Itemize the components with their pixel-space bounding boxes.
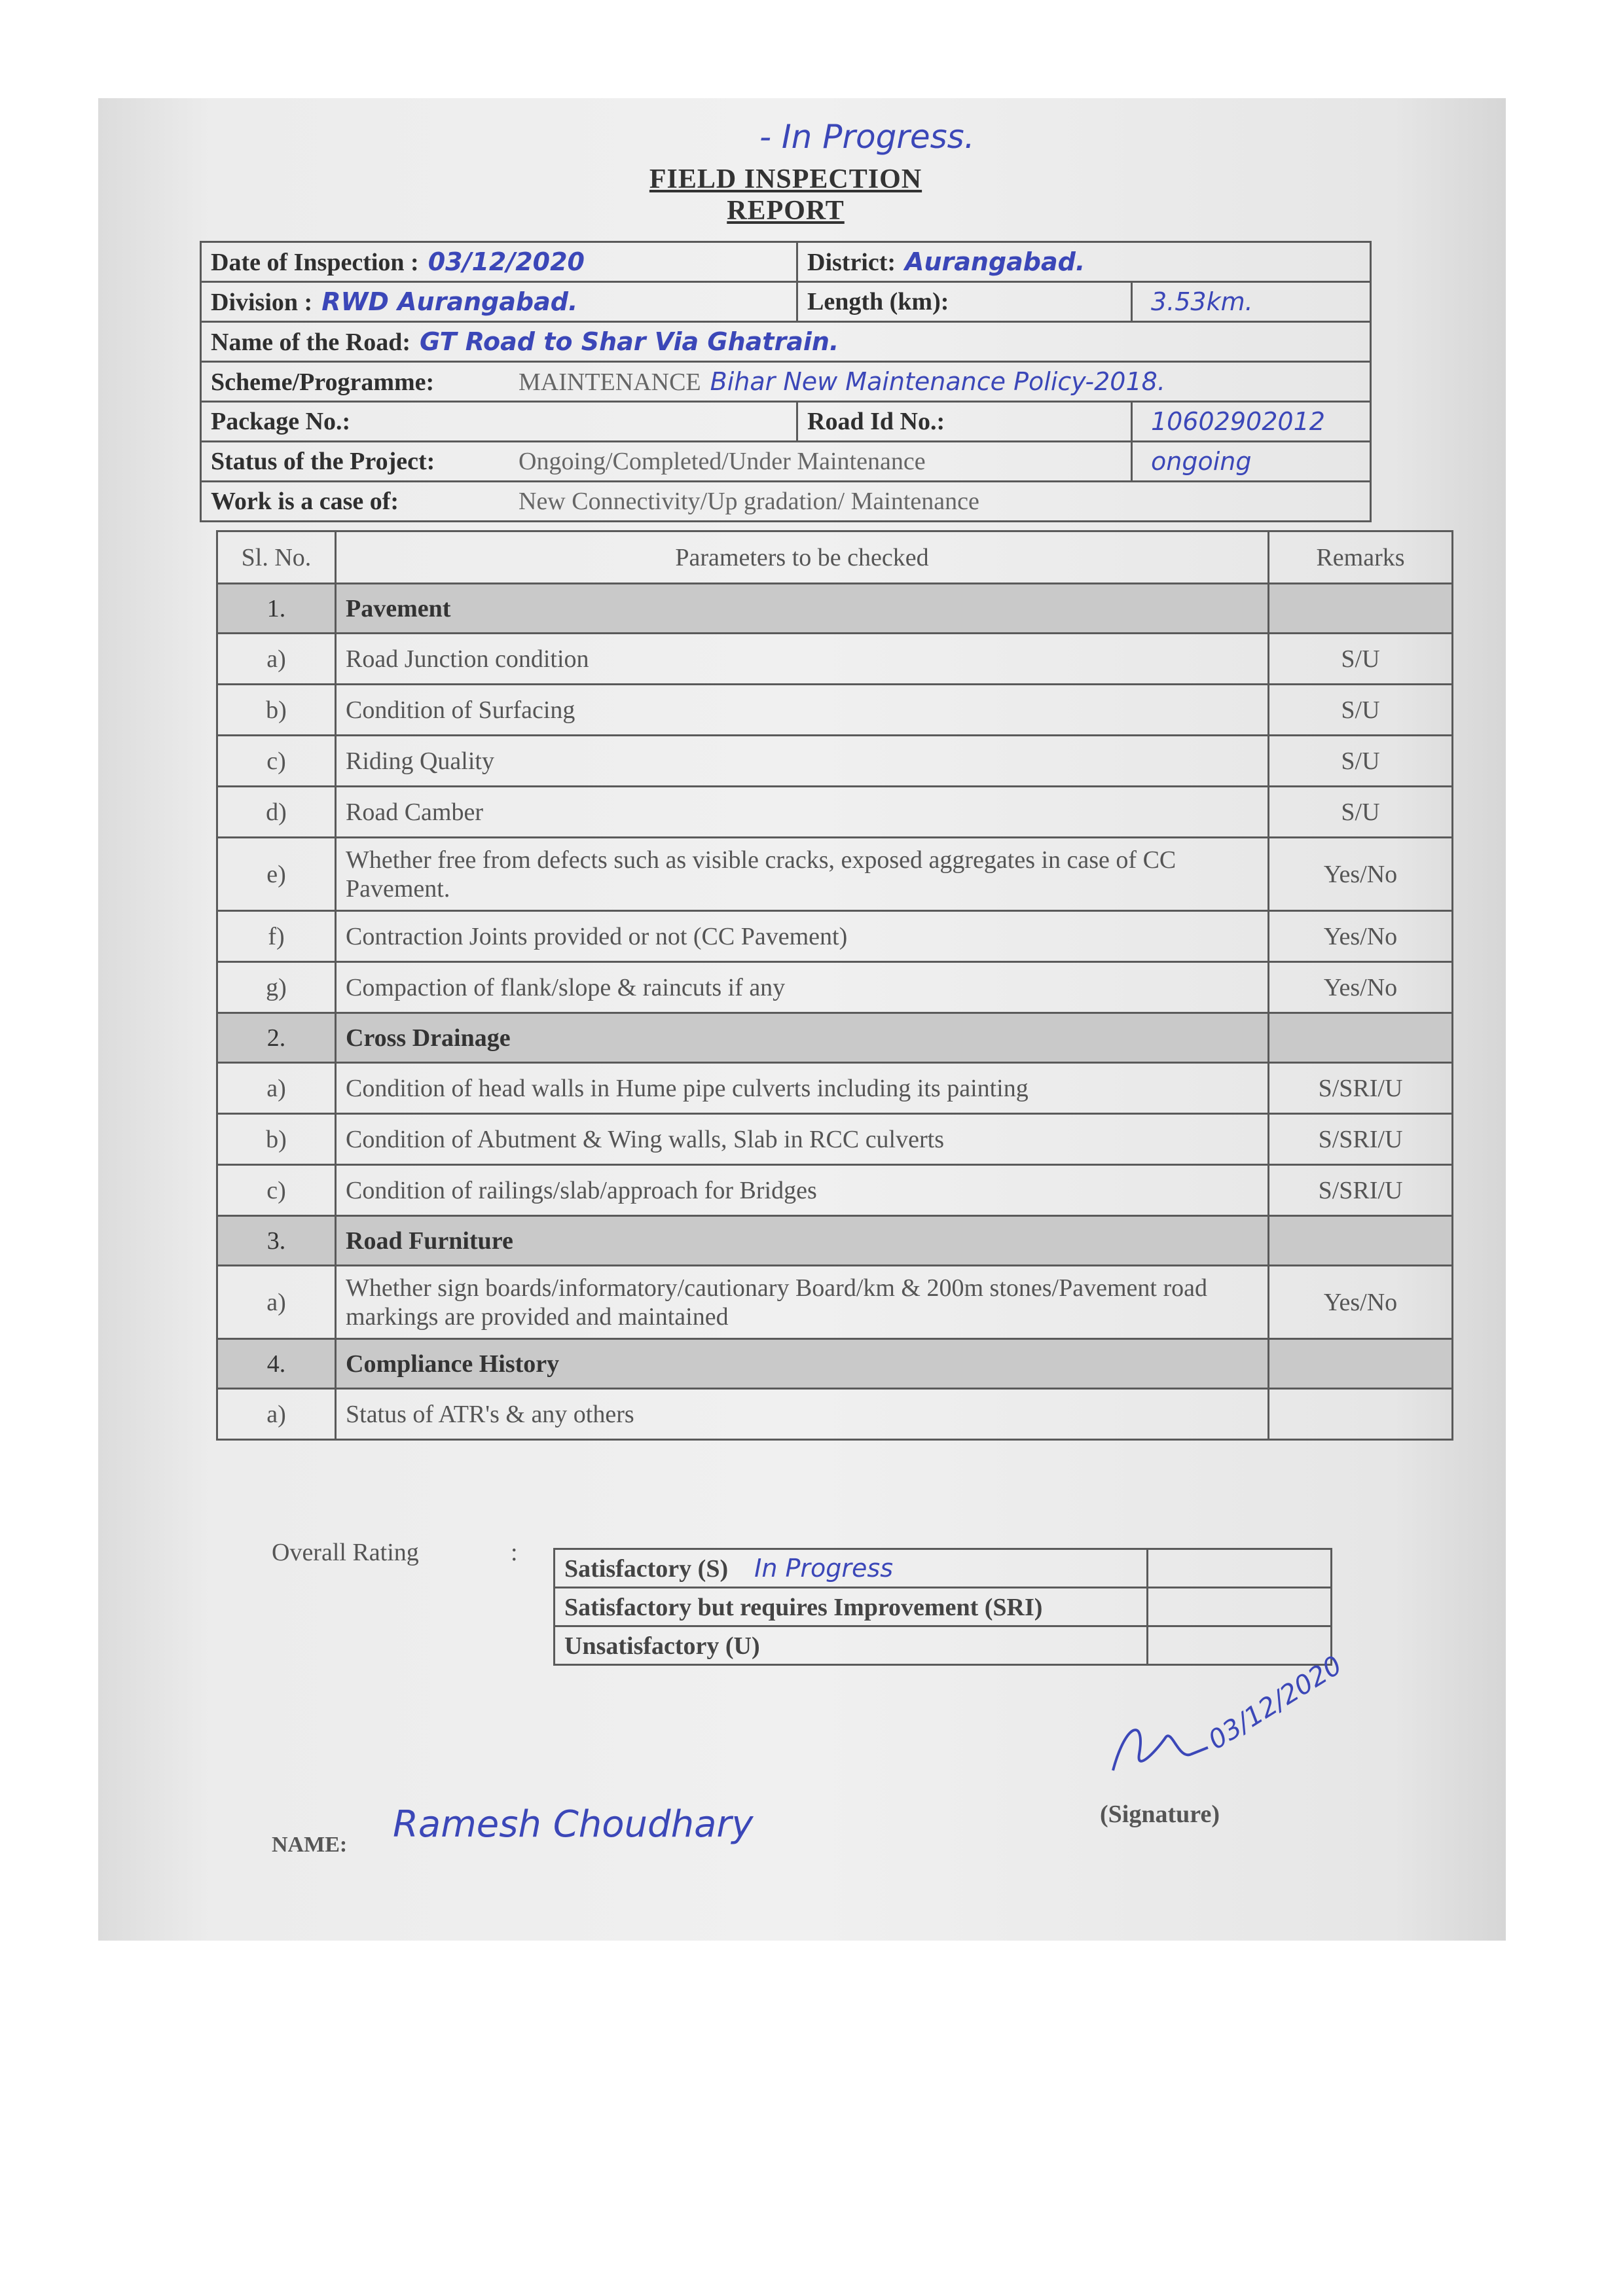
report-title: FIELD INSPECTION REPORT <box>649 164 922 226</box>
case-options: New Connectivity/Up gradation/ Maintenance <box>519 488 979 515</box>
section-row <box>217 1013 1453 1063</box>
section-number: 2. <box>217 1013 336 1063</box>
parameters-table <box>216 530 1453 1441</box>
header-table <box>200 241 1372 522</box>
rating-option-row <box>555 1549 1332 1588</box>
signature-date: 03/12/2020 <box>1203 1650 1347 1756</box>
rating-note: In Progress <box>754 1553 894 1583</box>
status-cell <box>201 442 1132 482</box>
row-remark: S/SRI/U <box>1269 1063 1453 1114</box>
row-sl: a) <box>217 1389 336 1440</box>
scheme-printed: MAINTENANCE <box>519 368 701 396</box>
length-label: Length (km): <box>797 282 1132 322</box>
section-number: 3. <box>217 1216 336 1266</box>
row-remark: Yes/No <box>1269 1266 1453 1339</box>
status-value-cell <box>1132 442 1371 482</box>
length-value: 3.53km. <box>1151 287 1253 316</box>
road-name-cell: Name of the Road: GT Road to Shar Via Ghatrain. <box>201 322 1371 362</box>
row-parameter: Condition of railings/slab/approach for Bridges <box>336 1165 1269 1216</box>
table-header-row <box>217 531 1453 584</box>
col-param-header: Parameters to be checked <box>336 531 1269 584</box>
row-sl: c) <box>217 1165 336 1216</box>
road-id-label: Road Id No.: <box>797 402 1132 442</box>
rating-option-row <box>555 1588 1332 1626</box>
row-sl: a) <box>217 634 336 685</box>
status-value: ongoing <box>1151 446 1252 476</box>
division-value: RWD Aurangabad. <box>321 287 578 316</box>
col-remarks-header: Remarks <box>1269 531 1453 584</box>
row-remark: S/SRI/U <box>1269 1165 1453 1216</box>
section-title: Cross Drainage <box>336 1013 1269 1063</box>
date-cell: Date of Inspection : 03/12/2020 <box>201 242 797 282</box>
section-remarks-blank <box>1269 1339 1453 1389</box>
row-sl: b) <box>217 1114 336 1165</box>
row-remark: S/U <box>1269 634 1453 685</box>
parameter-row <box>217 787 1453 838</box>
parameter-row <box>217 1165 1453 1216</box>
row-sl: e) <box>217 838 336 911</box>
col-sl-header: Sl. No. <box>217 531 336 584</box>
package-label: Package No.: <box>201 402 797 442</box>
row-sl: d) <box>217 787 336 838</box>
row-remark: Yes/No <box>1269 911 1453 962</box>
row-remark: Yes/No <box>1269 962 1453 1013</box>
row-remark <box>1269 1389 1453 1440</box>
section-number: 4. <box>217 1339 336 1389</box>
section-row <box>217 584 1453 634</box>
section-remarks-blank <box>1269 1013 1453 1063</box>
section-title: Pavement <box>336 584 1269 634</box>
row-sl: c) <box>217 736 336 787</box>
row-parameter: Whether free from defects such as visible cracks, exposed aggregates in case of CC Pavement. <box>336 838 1269 911</box>
row-remark: S/U <box>1269 685 1453 736</box>
row-parameter: Compaction of flank/slope & raincuts if any <box>336 962 1269 1013</box>
date-value: 03/12/2020 <box>428 247 585 276</box>
parameter-row <box>217 838 1453 911</box>
row-parameter: Condition of Abutment & Wing walls, Slab in RCC culverts <box>336 1114 1269 1165</box>
signature-scribble <box>1100 1708 1211 1787</box>
row-sl: a) <box>217 1063 336 1114</box>
parameter-row <box>217 911 1453 962</box>
section-remarks-blank <box>1269 1216 1453 1266</box>
scanned-page <box>98 98 1506 1941</box>
signature-label: (Signature) <box>1100 1801 1220 1828</box>
handwritten-status-note: - In Progress. <box>759 118 975 156</box>
parameter-row <box>217 1063 1453 1114</box>
inspector-name: Ramesh Choudhary <box>393 1803 754 1846</box>
row-sl: f) <box>217 911 336 962</box>
parameter-row <box>217 1114 1453 1165</box>
overall-rating-label: Overall Rating <box>272 1539 419 1566</box>
parameter-row <box>217 1266 1453 1339</box>
rating-mark-cell <box>1148 1549 1332 1588</box>
case-cell <box>201 482 1371 522</box>
section-remarks-blank <box>1269 584 1453 634</box>
road-id-cell <box>1132 402 1371 442</box>
row-parameter: Riding Quality <box>336 736 1269 787</box>
district-value: Aurangabad. <box>905 247 1085 276</box>
length-cell <box>1132 282 1371 322</box>
status-options: Ongoing/Completed/Under Maintenance <box>519 448 926 475</box>
name-label: NAME: <box>272 1833 348 1857</box>
row-parameter: Road Junction condition <box>336 634 1269 685</box>
rating-mark-cell <box>1148 1626 1332 1665</box>
section-title: Road Furniture <box>336 1216 1269 1266</box>
row-parameter: Contraction Joints provided or not (CC Pavement) <box>336 911 1269 962</box>
road-name-value: GT Road to Shar Via Ghatrain. <box>420 327 839 356</box>
row-remark: S/U <box>1269 787 1453 838</box>
row-remark: S/U <box>1269 736 1453 787</box>
row-parameter: Status of ATR's & any others <box>336 1389 1269 1440</box>
road-id-value: 10602902012 <box>1151 406 1325 436</box>
row-remark: S/SRI/U <box>1269 1114 1453 1165</box>
district-cell: District: Aurangabad. <box>797 242 1371 282</box>
row-parameter: Condition of Surfacing <box>336 685 1269 736</box>
row-sl: a) <box>217 1266 336 1339</box>
row-sl: b) <box>217 685 336 736</box>
rating-option-label: Satisfactory (S) In Progress <box>555 1549 1148 1588</box>
row-sl: g) <box>217 962 336 1013</box>
row-parameter: Condition of head walls in Hume pipe culverts including its painting <box>336 1063 1269 1114</box>
overall-rating-table <box>553 1548 1332 1666</box>
status-label: Status of the Project: <box>211 448 435 475</box>
section-row <box>217 1339 1453 1389</box>
section-number: 1. <box>217 584 336 634</box>
division-cell: Division : RWD Aurangabad. <box>201 282 797 322</box>
row-remark: Yes/No <box>1269 838 1453 911</box>
parameter-row <box>217 685 1453 736</box>
parameter-row <box>217 1389 1453 1440</box>
parameter-row <box>217 962 1453 1013</box>
parameter-row <box>217 736 1453 787</box>
scheme-value: Bihar New Maintenance Policy-2018. <box>710 367 1165 396</box>
scheme-cell <box>201 362 1371 402</box>
section-row <box>217 1216 1453 1266</box>
rating-option-label: Satisfactory but requires Improvement (SRI) <box>555 1588 1148 1626</box>
overall-rating-colon: : <box>511 1539 518 1566</box>
row-parameter: Road Camber <box>336 787 1269 838</box>
rating-option-label: Unsatisfactory (U) <box>555 1626 1148 1665</box>
row-parameter: Whether sign boards/informatory/cautionary Board/km & 200m stones/Pavement road markings are provided and maintained <box>336 1266 1269 1339</box>
section-title: Compliance History <box>336 1339 1269 1389</box>
case-label: Work is a case of: <box>211 488 399 515</box>
parameter-row <box>217 634 1453 685</box>
rating-option-row <box>555 1626 1332 1665</box>
rating-mark-cell <box>1148 1588 1332 1626</box>
scheme-label: Scheme/Programme: <box>211 368 435 396</box>
